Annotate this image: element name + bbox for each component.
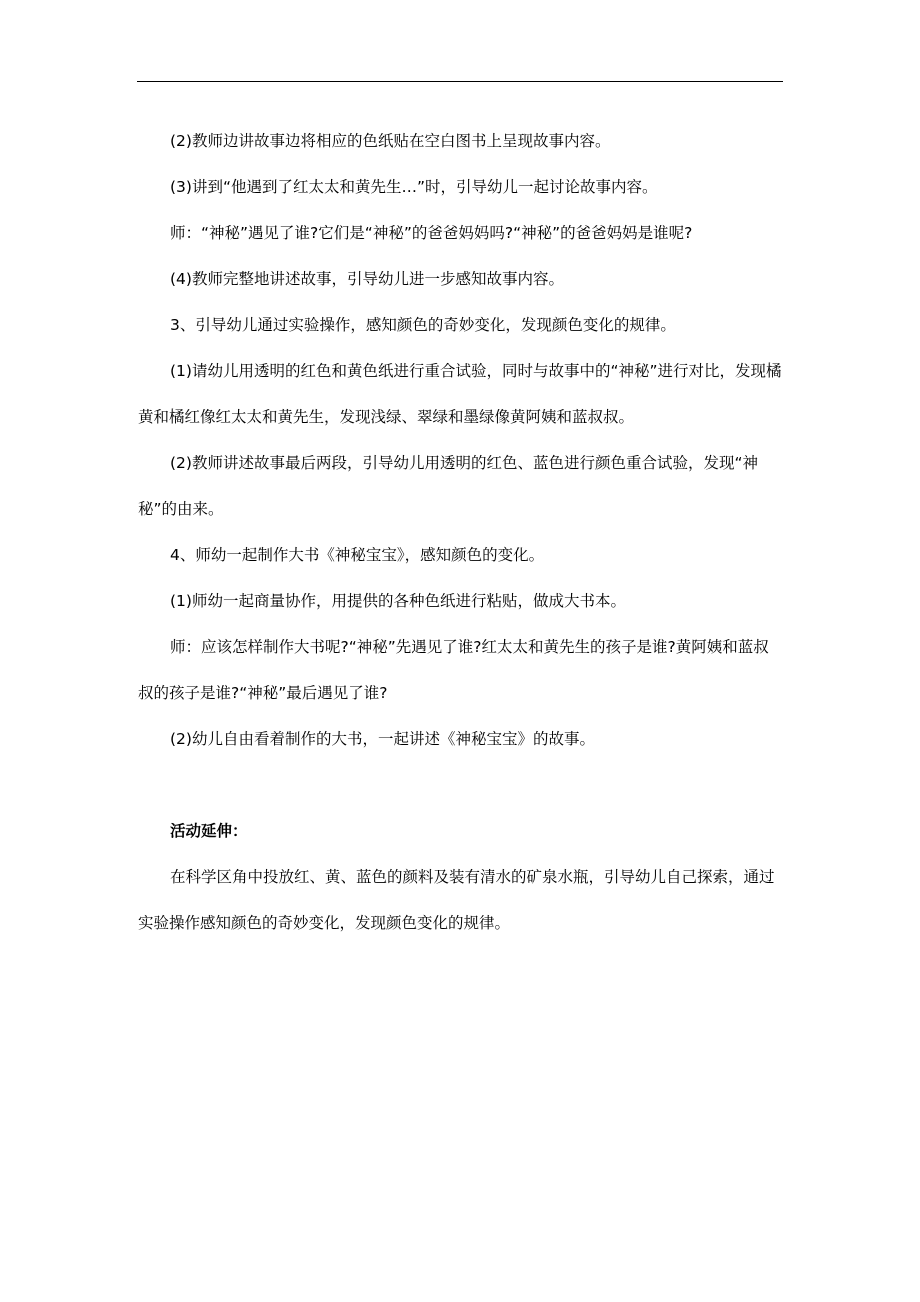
paragraph-section-4: 4、师幼一起制作大书《神秘宝宝》，感知颜色的变化。: [170, 546, 545, 564]
extension-heading: 活动延伸：: [170, 822, 248, 840]
extension-paragraph: 在科学区角中投放红、黄、蓝色的颜料及装有清水的矿泉水瓶，引导幼儿自己探索，通过实验操作感知颜色的奇妙变化，发现颜色变化的规律。: [138, 868, 775, 932]
paragraph-step-3-1: (1)请幼儿用透明的红色和黄色纸进行重合试验，同时与故事中的“神秘”进行对比，发现橘黄和橘红像红太太和黄先生，发现浅绿、翠绿和墨绿像黄阿姨和蓝叔叔。: [138, 362, 782, 426]
paragraph-section-3: 3、引导幼儿通过实验操作，感知颜色的奇妙变化，发现颜色变化的规律。: [170, 316, 676, 334]
header-rule: [137, 81, 783, 82]
paragraph-step-2-4: (4)教师完整地讲述故事，引导幼儿进一步感知故事内容。: [170, 270, 564, 288]
paragraph-teacher-question-2: 师：应该怎样制作大书呢?“神秘”先遇见了谁?红太太和黄先生的孩子是谁?黄阿姨和蓝叔叔的孩子是谁?“神秘”最后遇见了谁?: [138, 638, 769, 702]
paragraph-step-3-2: (2)教师讲述故事最后两段，引导幼儿用透明的红色、蓝色进行颜色重合试验，发现“神秘”的由来。: [138, 454, 758, 518]
paragraph-step-2-3: (3)讲到“他遇到了红太太和黄先生…”时，引导幼儿一起讨论故事内容。: [170, 178, 658, 196]
paragraph-step-4-1: (1)师幼一起商量协作，用提供的各种色纸进行粘贴，做成大书本。: [170, 592, 626, 610]
paragraph-step-2-2: (2)教师边讲故事边将相应的色纸贴在空白图书上呈现故事内容。: [170, 132, 611, 150]
paragraph-step-4-2: (2)幼儿自由看着制作的大书，一起讲述《神秘宝宝》的故事。: [170, 730, 595, 748]
paragraph-teacher-question-1: 师：“神秘”遇见了谁?它们是“神秘”的爸爸妈妈吗?“神秘”的爸爸妈妈是谁呢?: [170, 224, 693, 242]
document-body: [138, 118, 784, 946]
